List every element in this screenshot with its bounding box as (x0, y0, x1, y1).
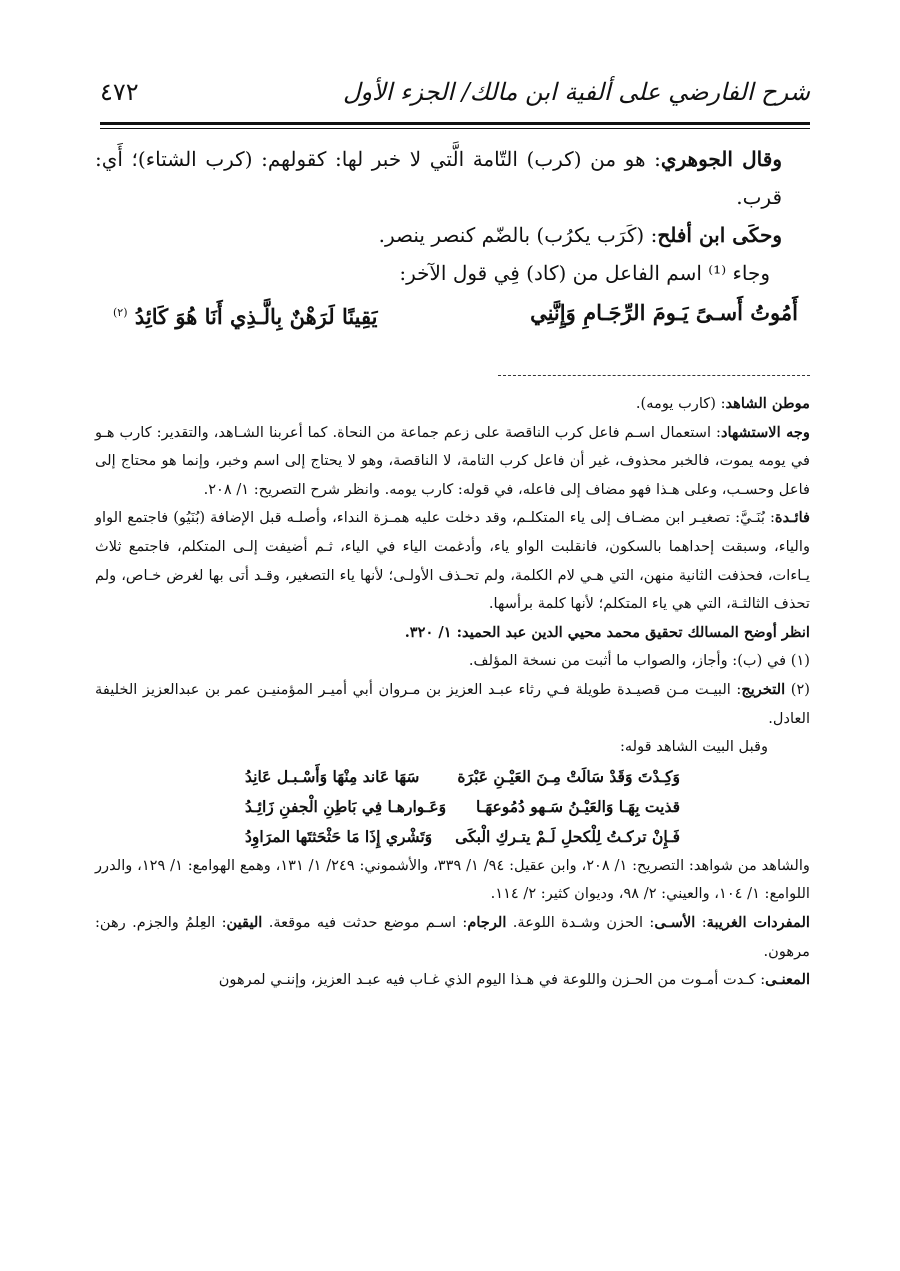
wajh-istishhad (95, 419, 810, 505)
mufradat-colon: : (695, 913, 707, 931)
paragraph-aflah (95, 216, 810, 254)
mawtin-shahid (95, 390, 810, 419)
poem-line (245, 792, 680, 822)
verse-line (95, 294, 810, 336)
mana-text: : كـدت أمـوت من الحـزن واللوعة في هـذا اليوم الذي غـاب فيه عبـد العزيز، وإننـي لمرهون (218, 971, 766, 989)
asa-label: الأسـى (654, 913, 696, 931)
yaqin-text: : العِلمُ والجزم. رهن: مرهون. (95, 913, 810, 960)
poem-line (245, 822, 680, 852)
jawhari-text: : هو من (كرب) التّامة الَّتي لا خبر لها: كقولهم: (كرب الشتاء)؛ أَي: قرب. (95, 147, 782, 209)
verse-second-hemistich (113, 294, 378, 336)
poem-hemistich-a: وَكِـدْتَ وَقَدْ سَالَتْ مِـنَ العَيْـنِ عَبْرَة (457, 766, 680, 786)
running-title: شرح الفارضي على ألفية ابن مالك/ الجزء الأول (343, 78, 810, 106)
footnote-2-number: (٢) (790, 680, 810, 698)
poem-line (245, 762, 680, 792)
shawahid-sources: والشاهد من شواهد: التصريح: ١/ ٢٠٨، وابن عقيل: ٩٤/ ١/ ٣٣٩، والأشموني: ٢٤٩/ ١/ ١٣١، وهمع الهوامع: ١/ ١٢٩، والدرر اللوامع: ١/ ١٠٤، والعيني: ٢/ ٩٨، وديوان كثير: ٢/ ١١٤. (95, 856, 810, 903)
poem-hemistich-a: قذيت بِهَـا وَالعَيْـنُ سَـهو دُمُوعهَـا (476, 796, 680, 816)
faida-text: : بُنَـيَّ: تصغيـر ابن مضـاف إلى ياء المتكلـم، وقد دخلت عليه همـزة النداء، وأصلـه قبل الإضافة (بُنَيُو) فاجتمع الواو والياء، وسبقت إحداهما بالسكون، فانقلبت الواو ياء، وأدغمت الياء في الياء، ثـم أضيفت إلـى المتكلم، فاجتمع ثلاث يـاءات، فحذفت الثانية منهن، التي هـي لام الكلمة، ولم تحـذف الأولـى؛ لأنها ياء التصغير، وقـد أتى بها لغرض خـاص، ولم تحذف الثالثـة، التي هي ياء المتكلم؛ لأنها كلمة برأسها. (95, 509, 810, 613)
takhrij-label: التخريج (741, 680, 786, 698)
jawhari-label: وقال الجوهري (660, 147, 782, 171)
poem-block (95, 762, 810, 852)
rijam-label: الرجام (467, 913, 507, 931)
wajh-label: وجه الاستشهاد (720, 423, 810, 441)
mawtin-text: : (كارب يومه). (635, 395, 726, 412)
page-header (100, 78, 810, 118)
main-text (95, 140, 810, 336)
aflah-text: : (كَرَب يكرُب) بالضّم كنصر ينصر. (378, 223, 658, 247)
verse-b: يَقِينًا لَرَهْنٌ بِالَّـذِي أَنَا هُوَ كَائِدُ (134, 304, 378, 329)
footnotes (95, 390, 810, 995)
qabl-line: وقبل البيت الشاهد قوله: (619, 738, 768, 756)
yaqin-label: اليقين (226, 913, 263, 931)
header-rule-thick (100, 122, 810, 125)
poem-hemistich-a: فَـإِنْ تركـتُ لِلْكحلِ لَـمْ يتـركِ الْبكَى (455, 826, 680, 846)
poem-hemistich-b: وَتَشْري إِذَا مَا حَثْحَثتَها المرَاوِدُ (245, 826, 433, 846)
wajh-text: : استعمال اسـم فاعل كرب الناقصة على زعم جماعة من النحاة. كما أعربنا الشـاهد، والتقدير: كارب هـو في يومه يموت، فالخبر محذوف، غير أن فاعل كرب التامة، لا الناقصة، وهو لا يحتاج إلى اسم وخبر، وإنما هو محتاج إلى فاعل وحسـب، وعلى هـذا فهو مضاف إلى فاعله، في قوله: كارب يومه. وانظر شرح التصريح: ١/ ٢٠٨. (95, 423, 810, 498)
verse-footnote-ref: (٢) (113, 306, 128, 319)
aflah-label: وحكَى ابن أفلح (657, 223, 782, 247)
faida (95, 504, 810, 618)
footnote-1-number: (١) (790, 652, 810, 670)
faida-label: فائـدة (774, 509, 810, 527)
paragraph-jawhari (95, 140, 810, 216)
rijam-text: : اسـم موضع حدثت فيه موقعة. (262, 913, 468, 931)
verse-a: أَمُوتُ أَسـىً يَـومَ الرِّجَـامِ وَإِنَّنِي (530, 300, 798, 325)
mufradat (95, 909, 810, 966)
anzur-reference: انظر أوضح المسالك تحقيق محمد محيي الدين عبد الحميد: ١/ ٣٢٠. (404, 623, 810, 641)
asa-text: : الحزن وشـدة اللوعة. (506, 913, 655, 931)
verse-first-hemistich (530, 294, 798, 336)
mawtin-label: موطن الشاهد (725, 395, 810, 412)
header-rule-thin (100, 128, 810, 129)
mufradat-label: المفردات الغريبة (706, 913, 810, 931)
footnote-2 (95, 676, 810, 733)
mana (95, 966, 810, 995)
mana-label: المعنـى (765, 971, 810, 989)
footnote-1-text: في (ب): وأجاز، والصواب ما أثبت من نسخة المؤلف. (468, 652, 787, 670)
footnote-1 (95, 647, 810, 676)
footnote-separator (498, 375, 810, 376)
paragraph-ism-fail: وجاء ⁽¹⁾ اسم الفاعل من (كاد) فِي قول الآخر: (399, 261, 770, 285)
page-number: ٤٧٢ (100, 78, 139, 106)
takhrij-text: : البيـت مـن قصيـدة طويلة فـي رثاء عبـد العزيز بن مـروان أبي أميـر المؤمنيـن عمر بن عبدالعزيز الخليفة العادل. (95, 680, 810, 727)
poem-hemistich-b: سَهَا عَاند مِنْهَا وَأَسْـبـل عَانِدُ (245, 766, 420, 786)
poem-hemistich-b: وَعَـوارهـا فِي بَاطِنِ الْجفنِ زَائِـدُ (245, 796, 447, 816)
